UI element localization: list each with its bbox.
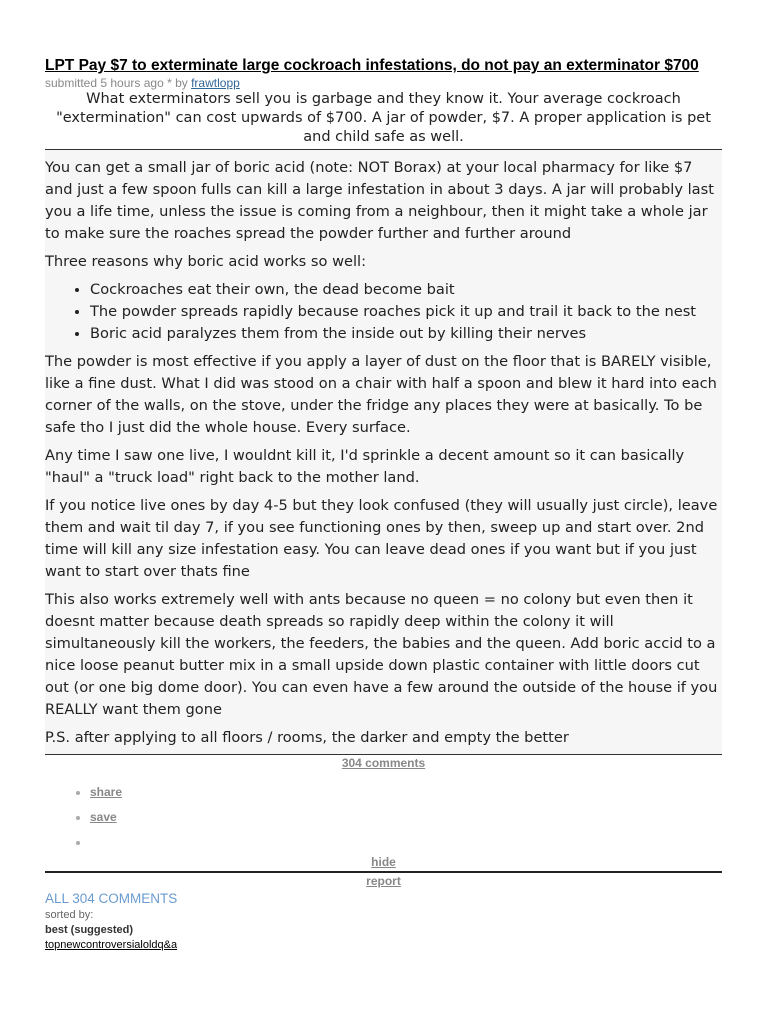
reasons-list [45, 279, 722, 345]
comments-link[interactable]: 304 comments [341, 756, 426, 770]
share-button[interactable]: share [90, 785, 123, 799]
share-item [90, 783, 722, 808]
post-title[interactable]: LPT Pay $7 to exterminate large cockroach infestations, do not pay an exterminator $700 [45, 57, 699, 74]
sort-options[interactable]: topnewcontroversialoldq&a [45, 939, 178, 951]
body-paragraph: The powder is most effective if you apply a layer of dust on the floor that is BARELY visible, like a fine dust. What I did was stood on a chair with half a spoon and blew it hard into each corner of the walls, on the stove, under the fridge any places they were at basically. To be safe tho I just did the whole house. Every surface. [45, 353, 717, 436]
list-item: • Boric acid paralyzes them from the inside out by killing their nerves [90, 323, 722, 345]
body-paragraph: Any time I saw one live, I wouldnt kill it, I'd sprinkle a decent amount so it can basically "haul" a "truck load" right back to the mother land. [45, 447, 685, 486]
body-paragraph: P.S. after applying to all floors / rooms, the darker and empty the better [45, 729, 569, 746]
all-comments-heading: ALL 304 COMMENTS [45, 891, 178, 906]
sort-selected[interactable]: best (suggested) [45, 924, 134, 936]
post-body [45, 150, 722, 755]
submitted-line [45, 76, 722, 90]
save-item [90, 808, 722, 833]
hide-button[interactable]: hide [45, 854, 722, 873]
post-container [45, 56, 722, 953]
body-paragraph: If you notice live ones by day 4-5 but they look confused (they will usually just circle), leave them and wait til day 7, if you see functioning ones by then, sweep up and start over. 2nd time will kill any size infestation easy. You can leave dead ones if you want but if you just want to start over thats fine [45, 497, 718, 580]
post-summary: What exterminators sell you is garbage and they know it. Your average cockroach "extermination" can cost upwards of $700. A jar of powder, $7. A proper application is pet and child safe as well. [45, 90, 722, 150]
body-paragraph: You can get a small jar of boric acid (note: NOT Borax) at your local pharmacy for like $7 and just a few spoon fulls can kill a large infestation in about 3 days. A jar will probably last you a life time, unless the issue is coming from a neighbour, then it might take a whole jar to make sure the roaches spread the powder further and further around [45, 159, 714, 242]
list-item: • The powder spreads rapidly because roaches pick it up and trail it back to the nest [90, 301, 722, 323]
body-paragraph: This also works extremely well with ants because no queen = no colony but even then it doesnt matter because death spreads so rapidly deep within the colony it will simultaneously kill the workers, the feeders, the babies and the queen. Add boric accid to a nice loose peanut butter mix in a small upside down plastic container with little doors cut out (or one big dome door). You can even have a few around the outside of the house if you REALLY want them gone [45, 591, 718, 718]
author-link[interactable]: frawtlopp [191, 76, 240, 90]
sorted-by-label: sorted by: [45, 909, 94, 921]
list-item: • Cockroaches eat their own, the dead become bait [90, 279, 722, 301]
post-actions [45, 783, 722, 858]
save-button[interactable]: save [90, 810, 117, 824]
submitted-text: submitted 5 hours ago * by [45, 76, 192, 90]
body-paragraph: Three reasons why boric acid works so well: [45, 253, 367, 270]
report-button[interactable]: report [366, 874, 401, 888]
